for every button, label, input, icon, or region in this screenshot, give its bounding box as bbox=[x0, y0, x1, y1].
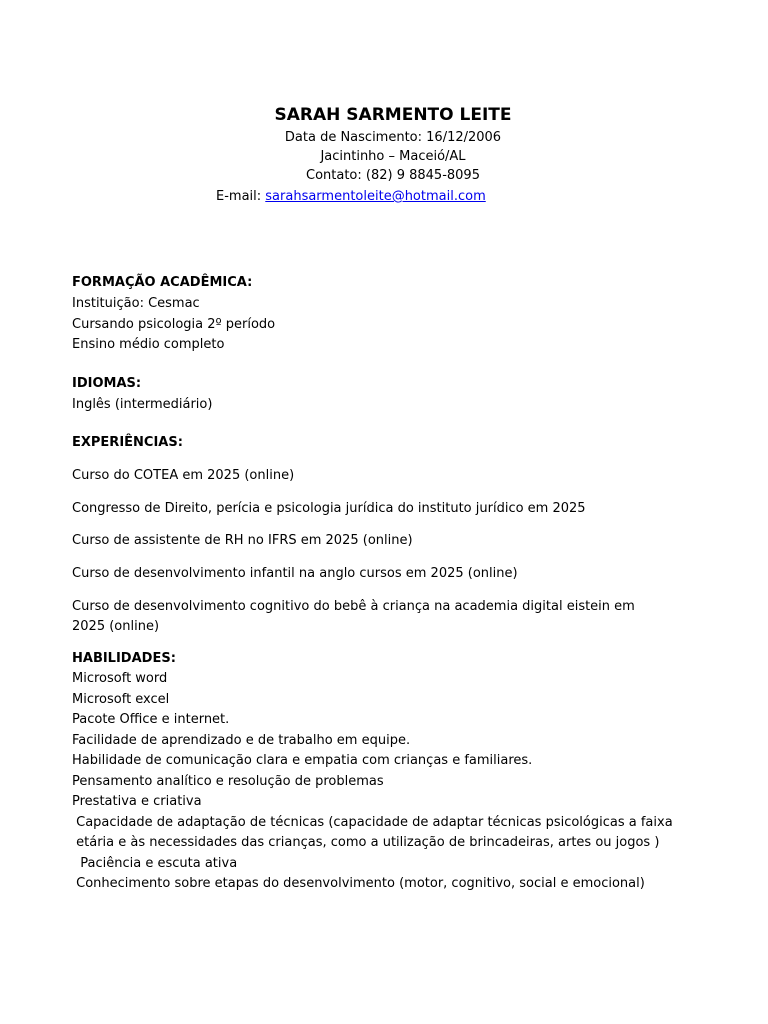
experience-item bbox=[72, 466, 672, 486]
experience-item bbox=[72, 597, 672, 637]
section-experiencias bbox=[72, 434, 672, 452]
skill-line: etária e às necessidades das crianças, como a utilização de brincadeiras, artes ou jogos ) bbox=[72, 835, 660, 850]
formacao-line: Ensino médio completo bbox=[72, 337, 225, 352]
formacao-line: Instituição: Cesmac bbox=[72, 296, 200, 311]
skill-line: Habilidade de comunicação clara e empatia com crianças e familiares. bbox=[72, 753, 533, 768]
email-line bbox=[216, 188, 486, 206]
skill-line: Microsoft word bbox=[72, 671, 168, 686]
section-title-formacao: FORMAÇÃO ACADÊMICA: bbox=[72, 275, 253, 290]
email-label: E-mail: bbox=[216, 189, 266, 204]
skill-line: Microsoft excel bbox=[72, 691, 170, 707]
experience-item bbox=[72, 531, 672, 551]
birth-date: Data de Nascimento: 16/12/2006 bbox=[284, 130, 502, 145]
skill-line: Pacote Office e internet. bbox=[72, 712, 230, 727]
skill-line: Conhecimento sobre etapas do desenvolvimento (motor, cognitivo, social e emocional) bbox=[72, 876, 645, 891]
section-formacao bbox=[72, 274, 672, 356]
skill-line: Paciência e escuta ativa bbox=[72, 855, 238, 871]
address: Jacintinho – Maceió/AL bbox=[320, 149, 466, 164]
section-title-habilidades: HABILIDADES: bbox=[72, 651, 176, 666]
section-idiomas bbox=[72, 375, 672, 416]
section-title-experiencias: EXPERIÊNCIAS: bbox=[72, 435, 183, 450]
formacao-line: Cursando psicologia 2º período bbox=[72, 316, 276, 332]
experience-item bbox=[72, 499, 672, 519]
section-habilidades bbox=[72, 650, 672, 895]
idiomas-line: Inglês (intermediário) bbox=[72, 397, 213, 412]
email-link[interactable]: sarahsarmentoleite@hotmail.com bbox=[265, 189, 486, 204]
skill-line: Pensamento analítico e resolução de problemas bbox=[72, 773, 384, 789]
experience-text: Curso do COTEA em 2025 (online) bbox=[72, 468, 295, 483]
section-title-idiomas: IDIOMAS: bbox=[72, 376, 142, 391]
experience-item bbox=[72, 564, 672, 584]
skill-line: Capacidade de adaptação de técnicas (capacidade de adaptar técnicas psicológicas a faixa bbox=[72, 814, 673, 830]
skill-line: Facilidade de aprendizado e de trabalho em equipe. bbox=[72, 732, 411, 748]
skill-line: Prestativa e criativa bbox=[72, 794, 202, 809]
experience-text: Curso de assistente de RH no IFRS em 2025 (online) bbox=[72, 533, 413, 548]
contact-phone: Contato: (82) 9 8845-8095 bbox=[306, 168, 480, 183]
experience-text: Curso de desenvolvimento cognitivo do bebê à criança na academia digital eistein em 2025 (online) bbox=[72, 599, 635, 634]
candidate-name: SARAH SARMENTO LEITE bbox=[274, 105, 512, 125]
experience-text: Curso de desenvolvimento infantil na anglo cursos em 2025 (online) bbox=[72, 566, 518, 581]
experience-text: Congresso de Direito, perícia e psicologia jurídica do instituto jurídico em 2025 bbox=[72, 501, 586, 516]
